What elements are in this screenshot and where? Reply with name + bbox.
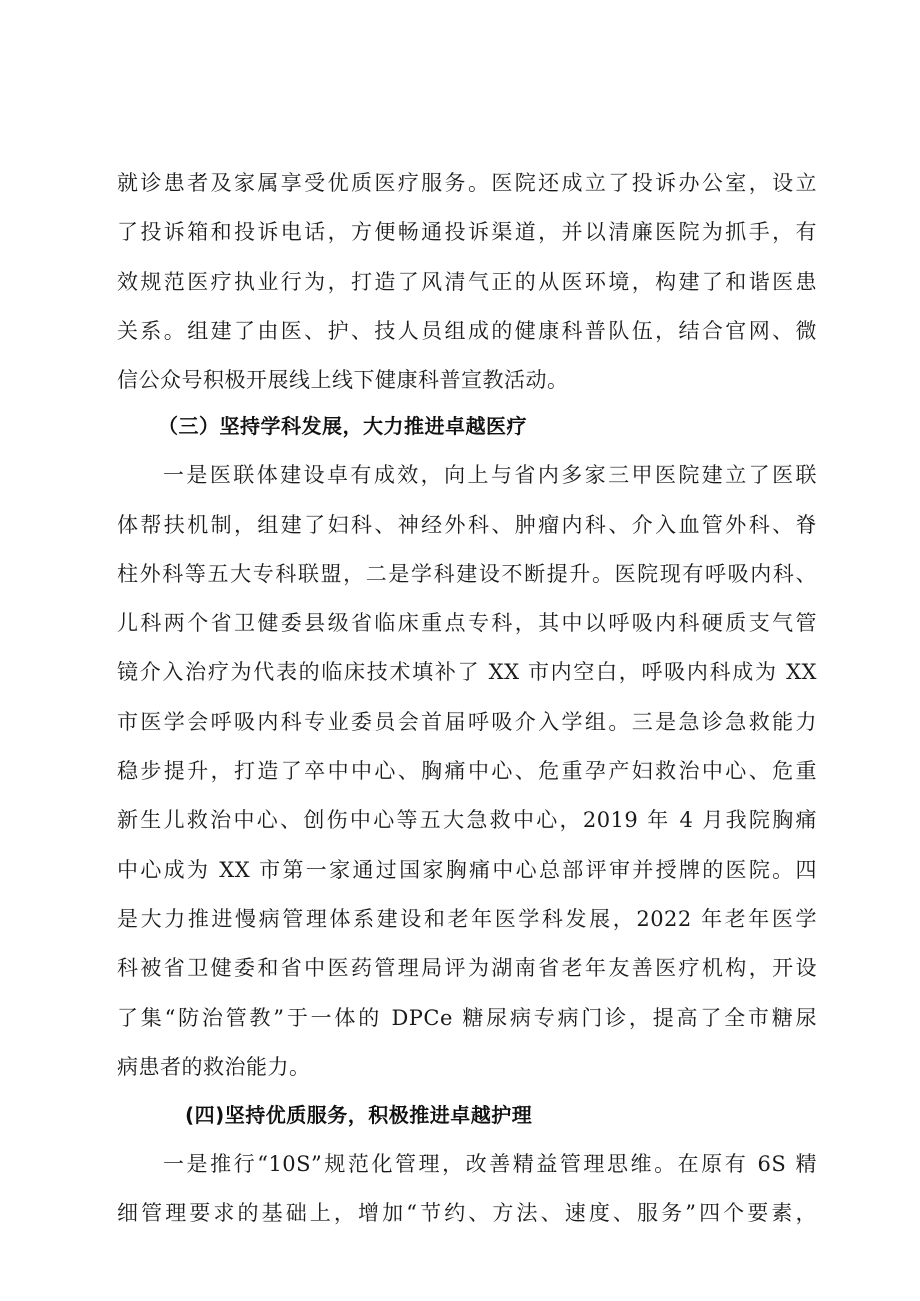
paragraph-2-line-11: 科被省卫健委和省中医药管理局评为湖南省老年友善医疗机构，开设: [117, 956, 817, 980]
section-heading-3: （三）坚持学科发展，大力推进卓越医疗: [158, 414, 527, 438]
paragraph-2-line-1: 一是医联体建设卓有成效，向上与省内多家三甲医院建立了医联: [163, 463, 817, 487]
paragraph-2-line-7: 稳步提升，打造了卒中中心、胸痛中心、危重孕产妇救治中心、危重: [117, 759, 817, 783]
paragraph-3-line-2: 细管理要求的基础上，增加“节约、方法、速度、服务”四个要素，: [117, 1201, 817, 1225]
paragraph-2-line-9: 中心成为 XX 市第一家通过国家胸痛中心总部评审并授牌的医院。四: [117, 858, 817, 882]
paragraph-1-line-4: 关系。组建了由医、护、技人员组成的健康科普队伍，结合官网、微: [117, 319, 817, 343]
paragraph-2-line-13: 病患者的救治能力。: [117, 1055, 311, 1079]
paragraph-2-line-3: 柱外科等五大专科联盟，二是学科建设不断提升。医院现有呼吸内科、: [117, 562, 817, 586]
paragraph-1-line-5: 信公众号积极开展线上线下健康科普宣教活动。: [117, 368, 569, 392]
paragraph-1-line-1: 就诊患者及家属享受优质医疗服务。医院还成立了投诉办公室，设立: [117, 171, 817, 195]
paragraph-2-line-8: 新生儿救治中心、创伤中心等五大急救中心，2019 年 4 月我院胸痛: [117, 808, 817, 832]
paragraph-2-line-6: 市医学会呼吸内科专业委员会首届呼吸介入学组。三是急诊急救能力: [117, 710, 817, 734]
paragraph-1-line-3: 效规范医疗执业行为，打造了风清气正的从医环境，构建了和谐医患: [117, 270, 817, 294]
paragraph-2-line-2: 体帮扶机制，组建了妇科、神经外科、肿瘤内科、介入血管外科、脊: [117, 513, 817, 537]
section-heading-4: (四)坚持优质服务，积极推进卓越护理: [185, 1103, 533, 1127]
paragraph-2-line-5: 镜介入治疗为代表的临床技术填补了 XX 市内空白，呼吸内科成为 XX: [117, 660, 817, 684]
paragraph-3-line-1: 一是推行“10S”规范化管理，改善精益管理思维。在原有 6S 精: [163, 1152, 817, 1176]
paragraph-2-line-12: 了集“防治管教”于一体的 DPCe 糖尿病专病门诊，提高了全市糖尿: [117, 1006, 817, 1030]
paragraph-2-line-10: 是大力推进慢病管理体系建设和老年医学科发展，2022 年老年医学: [117, 907, 817, 931]
paragraph-1-line-2: 了投诉箱和投诉电话，方便畅通投诉渠道，并以清廉医院为抓手，有: [117, 220, 817, 244]
paragraph-2-line-4: 儿科两个省卫健委县级省临床重点专科，其中以呼吸内科硬质支气管: [117, 611, 817, 635]
